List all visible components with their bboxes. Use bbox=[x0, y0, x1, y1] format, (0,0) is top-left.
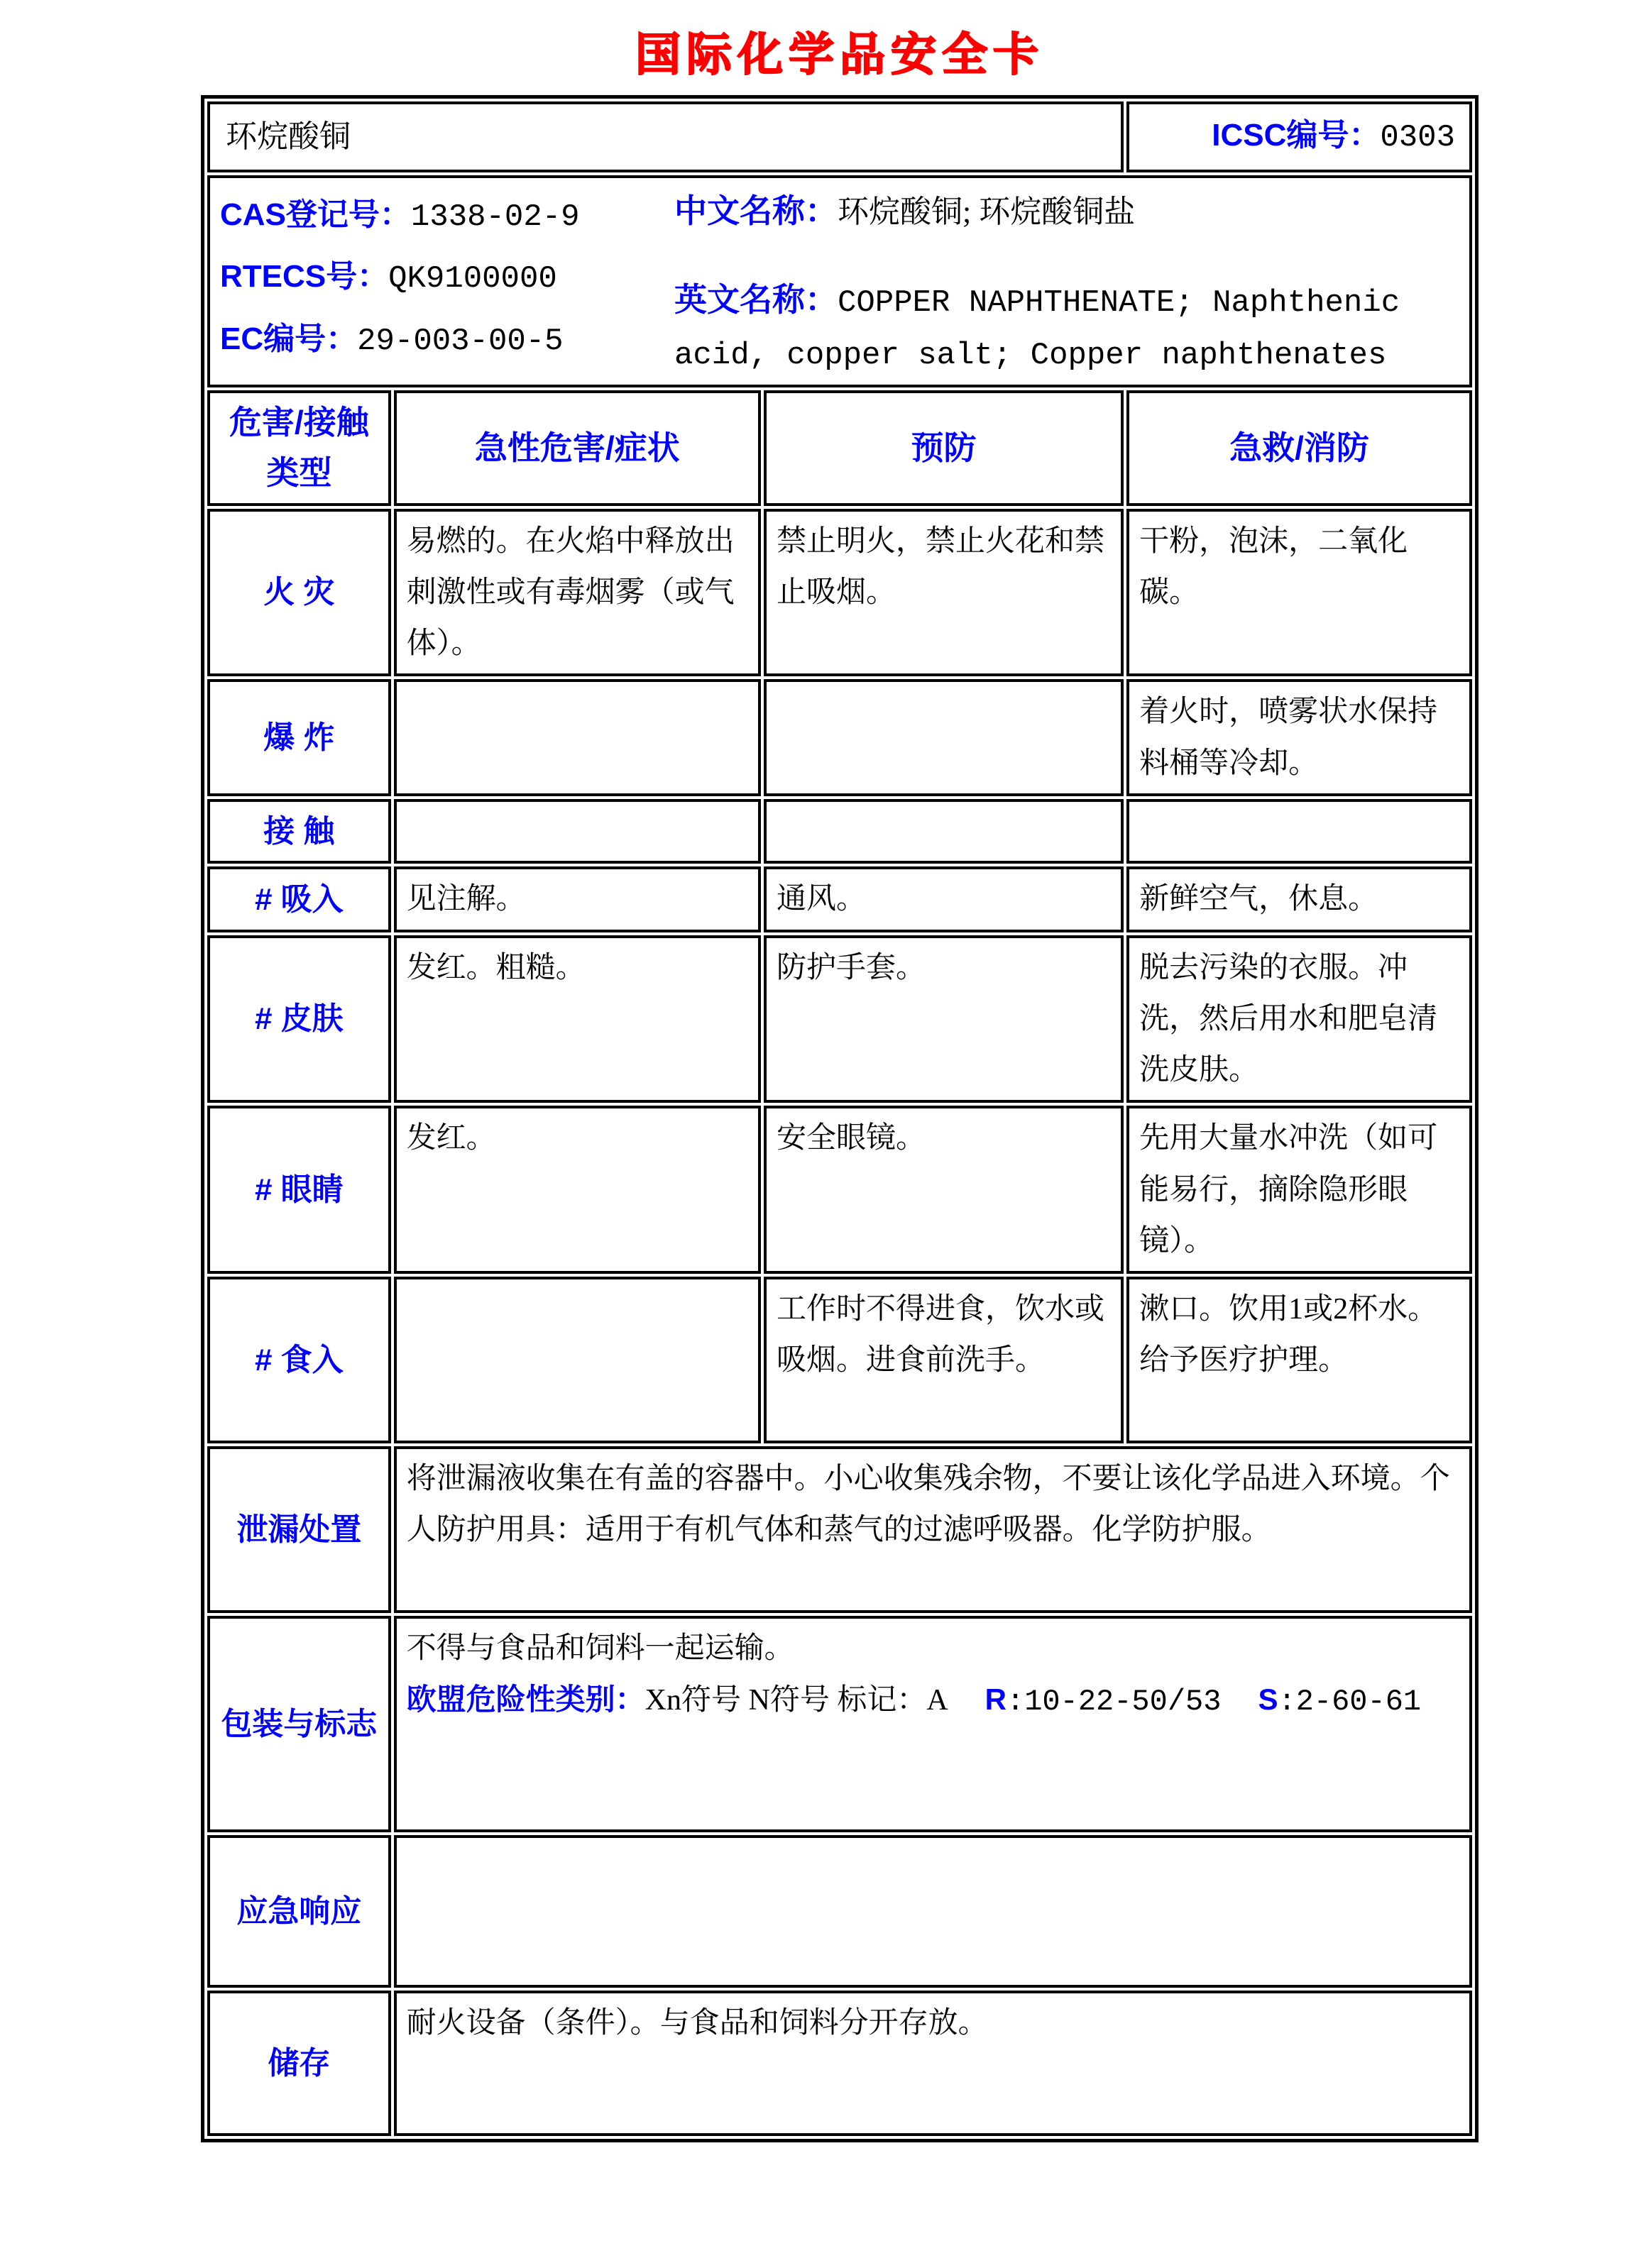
inhalation-symptoms: 见注解。 bbox=[394, 866, 761, 932]
row-label-explosion: 爆 炸 bbox=[207, 679, 391, 796]
page-title: 国际化学品安全卡 bbox=[635, 29, 1044, 80]
table-row-fire bbox=[207, 509, 1472, 677]
explosion-prevention bbox=[764, 679, 1124, 796]
english-name-line bbox=[674, 274, 1459, 380]
eyes-prevention: 安全眼镜。 bbox=[764, 1106, 1124, 1274]
table-row-exposure bbox=[207, 799, 1472, 864]
chinese-name-line bbox=[674, 185, 1459, 238]
fire-prevention: 禁止明火，禁止火花和禁止吸烟。 bbox=[764, 509, 1124, 677]
eu-hazard-class-line bbox=[407, 1674, 1459, 1727]
skin-symptoms: 发红。粗糙。 bbox=[394, 935, 761, 1103]
header-hazard-type: 危害/接触 类型 bbox=[207, 390, 391, 506]
skin-prevention: 防护手套。 bbox=[764, 935, 1124, 1103]
cas-value: 1338-02-9 bbox=[410, 199, 580, 235]
packaging-transport-note: 不得与食品和饲料一起运输。 bbox=[406, 1632, 794, 1666]
skin-firstaid: 脱去污染的衣服。冲洗，然后用水和肥皂清洗皮肤。 bbox=[1126, 935, 1472, 1103]
exposure-symptoms bbox=[394, 799, 761, 864]
table-row-packaging bbox=[207, 1616, 1472, 1832]
table-row-eyes bbox=[207, 1106, 1472, 1274]
icsc-number-cell bbox=[1126, 101, 1472, 172]
ec-label: EC编号： bbox=[220, 321, 358, 356]
ec-value: 29-003-00-5 bbox=[357, 323, 564, 359]
row-label-inhalation: # 吸入 bbox=[207, 866, 391, 932]
row-label-packaging: 包装与标志 bbox=[207, 1616, 391, 1832]
storage-content: 耐火设备（条件）。与食品和饲料分开存放。 bbox=[394, 1991, 1472, 2136]
header-acute-hazards: 急性危害/症状 bbox=[394, 390, 761, 506]
r-phrase-label: R bbox=[984, 1683, 1007, 1717]
exposure-prevention bbox=[764, 799, 1124, 864]
fire-firstaid: 干粉，泡沫，二氧化碳。 bbox=[1126, 509, 1472, 677]
fire-symptoms: 易燃的。在火焰中释放出刺激性或有毒烟雾（或气体）。 bbox=[394, 509, 761, 677]
eu-hazard-class-label: 欧盟危险性类别： bbox=[406, 1683, 645, 1717]
inhalation-prevention: 通风。 bbox=[764, 866, 1124, 932]
row-label-storage: 储存 bbox=[207, 1991, 391, 2136]
table-row-explosion bbox=[207, 679, 1472, 796]
ingestion-firstaid: 漱口。饮用1或2杯水。给予医疗护理。 bbox=[1126, 1277, 1472, 1443]
chinese-name-label: 中文名称： bbox=[674, 192, 838, 229]
ec-line bbox=[220, 309, 674, 372]
safety-card-table bbox=[201, 95, 1479, 2142]
table-row-inhalation bbox=[207, 866, 1472, 932]
cas-label: CAS登记号： bbox=[220, 197, 411, 232]
english-name-value: COPPER NAPHTHENATE; Naphthenic acid, copper salt; Copper naphthenates bbox=[674, 285, 1400, 373]
rtecs-label: RTECS号： bbox=[220, 259, 389, 294]
row-label-exposure: 接 触 bbox=[207, 799, 391, 864]
rtecs-value: QK9100000 bbox=[388, 261, 557, 297]
table-row-emergency bbox=[207, 1835, 1472, 1988]
info-row bbox=[207, 175, 1472, 387]
table-row-skin bbox=[207, 935, 1472, 1103]
english-name-label: 英文名称： bbox=[674, 281, 838, 319]
icsc-label: ICSC编号： bbox=[1212, 118, 1381, 153]
s-phrase-value: :2-60-61 bbox=[1278, 1685, 1422, 1719]
s-phrase-label: S bbox=[1258, 1683, 1278, 1717]
table-row-ingestion bbox=[207, 1277, 1472, 1443]
explosion-firstaid: 着火时，喷雾状水保持料桶等冷却。 bbox=[1126, 679, 1472, 796]
row-label-emergency: 应急响应 bbox=[207, 1835, 391, 1988]
table-row-storage bbox=[207, 1991, 1472, 2136]
ingestion-prevention: 工作时不得进食，饮水或吸烟。进食前洗手。 bbox=[764, 1277, 1124, 1443]
icsc-number: 0303 bbox=[1380, 120, 1455, 155]
r-phrase-value: :10-22-50/53 bbox=[1007, 1685, 1222, 1719]
row-label-fire: 火 灾 bbox=[207, 509, 391, 677]
cas-line bbox=[220, 185, 674, 248]
header-row bbox=[207, 390, 1472, 506]
inhalation-firstaid: 新鲜空气，休息。 bbox=[1126, 866, 1472, 932]
header-firstaid-firefighting: 急救/消防 bbox=[1126, 390, 1472, 506]
name-row bbox=[207, 101, 1472, 172]
names-block bbox=[674, 185, 1459, 380]
row-label-skin: # 皮肤 bbox=[207, 935, 391, 1103]
eyes-firstaid: 先用大量水冲洗（如可能易行，摘除隐形眼镜）。 bbox=[1126, 1106, 1472, 1274]
identifier-block bbox=[220, 185, 674, 380]
info-cell bbox=[207, 175, 1472, 387]
spillage-content: 将泄漏液收集在有盖的容器中。小心收集残余物，不要让该化学品进入环境。个人防护用具：适用于有机气体和蒸气的过滤呼吸器。化学防护服。 bbox=[394, 1446, 1472, 1613]
eyes-symptoms: 发红。 bbox=[394, 1106, 761, 1274]
eu-hazard-symbols: Xn符号 N符号 标记：A bbox=[645, 1684, 948, 1717]
table-row-spillage bbox=[207, 1446, 1472, 1613]
chinese-name-value: 环烷酸铜; 环烷酸铜盐 bbox=[838, 194, 1136, 229]
explosion-symptoms bbox=[394, 679, 761, 796]
row-label-ingestion: # 食入 bbox=[207, 1277, 391, 1443]
row-label-eyes: # 眼睛 bbox=[207, 1106, 391, 1274]
emergency-content bbox=[394, 1835, 1472, 1988]
packaging-content bbox=[394, 1616, 1472, 1832]
header-prevention: 预防 bbox=[764, 390, 1124, 506]
ingestion-symptoms bbox=[394, 1277, 761, 1443]
row-label-spillage: 泄漏处置 bbox=[207, 1446, 391, 1613]
exposure-firstaid bbox=[1126, 799, 1472, 864]
chemical-name: 环烷酸铜 bbox=[207, 101, 1124, 172]
rtecs-line bbox=[220, 247, 674, 309]
